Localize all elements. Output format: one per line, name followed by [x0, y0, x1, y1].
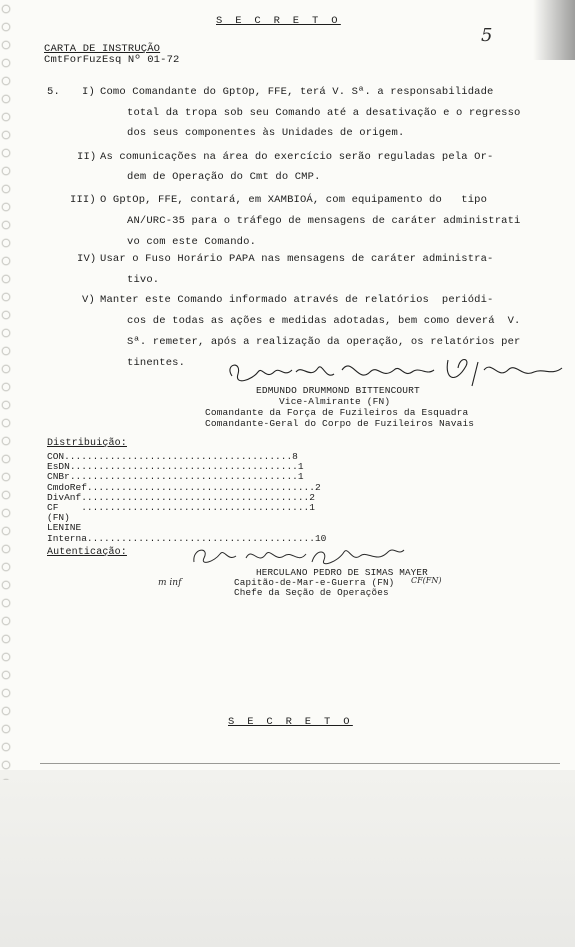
header-classification: S E C R E T O	[216, 15, 341, 27]
distribution-row	[47, 502, 315, 534]
item-line: vo com este Comando.	[127, 236, 257, 248]
copies: 8	[292, 451, 298, 462]
section-number: 5.	[47, 86, 60, 98]
authenticator-rank: Capitão-de-Mar-e-Guerra (FN)	[234, 577, 395, 588]
item-line: As comunicações na área do exercício serão reguladas pela Or-	[100, 151, 494, 163]
dot-leader: ........................................	[69, 461, 298, 473]
item-numeral: IV)	[77, 253, 97, 265]
recipient: DivAnf	[47, 491, 82, 503]
scan-background	[0, 770, 575, 947]
item-line: AN/URC-35 para o tráfego de mensagens de caráter administrati	[127, 215, 521, 227]
recipient: CNBr	[47, 471, 70, 483]
item-line: Como Comandante do GptOp, FFE, terá V. Sª. a responsabilidade	[100, 86, 494, 98]
copies: 1	[309, 502, 315, 514]
copies: 2	[314, 481, 321, 493]
signatory-role-2: Comandante-Geral do Corpo de Fuzileiros Navais	[205, 418, 475, 429]
authenticator-name: HERCULANO PEDRO DE SIMAS MAYER	[256, 567, 428, 578]
recipient: CF (FN) LENINE	[47, 502, 82, 534]
dot-leader: ........................................	[69, 471, 298, 483]
item-line: O GptOp, FFE, contará, em XAMBIOÁ, com equipamento do tipo	[100, 194, 488, 206]
item-numeral: II)	[77, 151, 97, 163]
margin-note: CF(FN)	[411, 576, 442, 585]
item-line: cos de todas as ações e medidas adotadas, bem como deverá V.	[127, 315, 521, 327]
authenticator-role: Chefe da Seção de Operações	[234, 587, 389, 598]
recipient: Interna	[47, 532, 87, 544]
binder-holes	[0, 0, 22, 780]
copies: 10	[314, 532, 327, 544]
recipient: EsDN	[47, 461, 70, 473]
authentication-label: Autenticação:	[47, 547, 127, 558]
recipient: CmdoRef	[47, 481, 87, 493]
item-line: Sª. remeter, após a realização da operação, os relatórios per	[127, 336, 521, 348]
item-line: total da tropa sob seu Comando até a desativação e o regresso	[127, 107, 521, 119]
item-line: tinentes.	[127, 357, 186, 369]
item-line: dem de Operação do Cmt do CMP.	[127, 171, 321, 183]
recipient: CON	[47, 451, 65, 462]
item-line: Usar o Fuso Horário PAPA nas mensagens de caráter administra-	[100, 253, 494, 265]
doc-type: CARTA DE INSTRUÇÃO	[44, 43, 161, 55]
item-numeral: V)	[82, 294, 95, 306]
doc-number: CmtForFuzEsq Nº 01-72	[44, 54, 180, 66]
item-line: dos seus componentes às Unidades de origem.	[127, 127, 405, 139]
scan-edge-shadow	[533, 0, 575, 60]
margin-initials: m inf	[158, 578, 182, 588]
copies: 1	[297, 461, 304, 473]
signatory-name: EDMUNDO DRUMMOND BITTENCOURT	[256, 385, 420, 396]
item-numeral: I)	[82, 86, 95, 98]
dot-leader: ........................................	[81, 491, 310, 503]
dot-leader: ........................................	[86, 481, 315, 493]
copies: 1	[297, 471, 304, 483]
item-numeral: III)	[70, 194, 96, 206]
signatory-role-1: Comandante da Força de Fuzileiros da Esquadra	[205, 407, 469, 418]
copies: 2	[309, 491, 315, 503]
distribution-title: Distribuição:	[47, 438, 127, 449]
dot-leader: ........................................	[81, 502, 310, 514]
dot-leader: ........................................	[86, 532, 315, 544]
scan-edge-line	[40, 763, 560, 764]
page-mark: 5	[481, 25, 493, 46]
distribution-list	[47, 451, 327, 544]
item-line: tivo.	[127, 274, 160, 286]
footer-classification: S E C R E T O	[228, 716, 353, 728]
dot-leader: ........................................	[64, 451, 293, 462]
signatory-rank: Vice-Almirante (FN)	[279, 396, 391, 407]
item-line: Manter este Comando informado através de relatórios periódi-	[100, 294, 494, 306]
